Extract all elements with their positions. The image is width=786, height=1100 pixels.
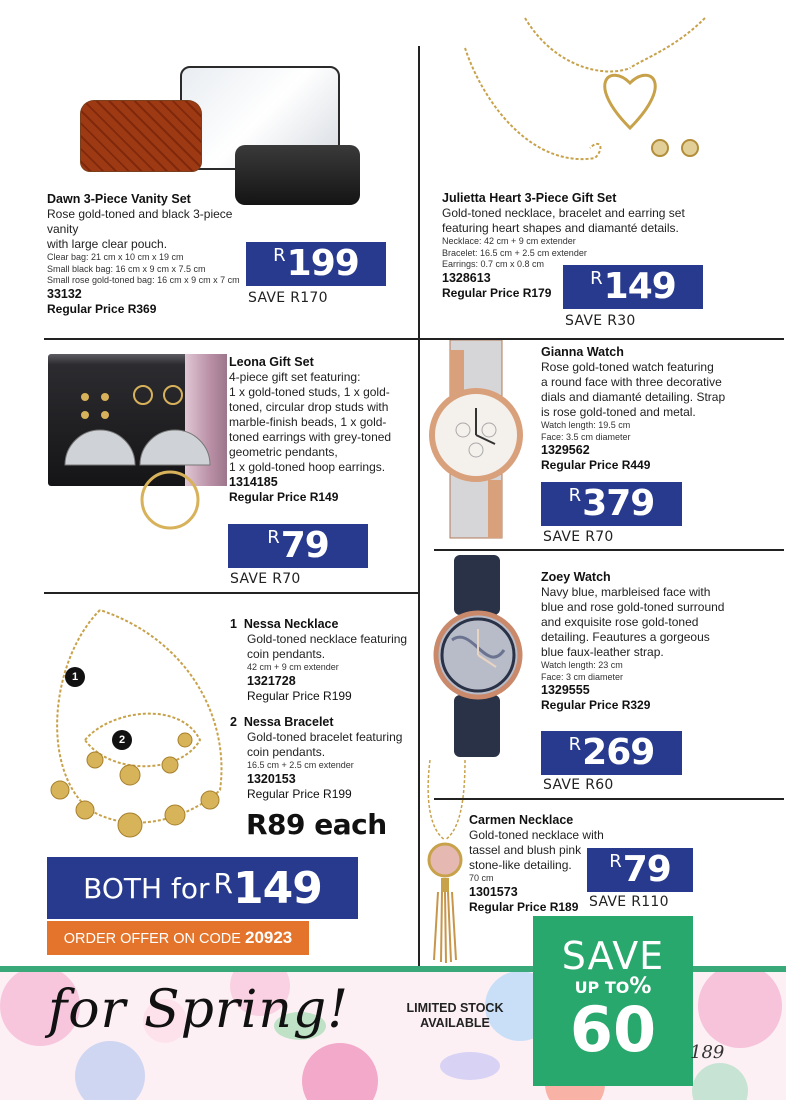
- julietta-dim1: Necklace: 42 cm + 9 cm extender: [442, 236, 576, 246]
- carmen-chain: [428, 760, 465, 840]
- gianna-dim1: Watch length: 19.5 cm: [541, 420, 631, 430]
- nessa-necklace-dim: 42 cm + 9 cm extender: [247, 662, 339, 672]
- dawn-code: 33132: [47, 286, 82, 301]
- marker-2: 2: [112, 730, 132, 750]
- both-offer-price: 149: [232, 862, 322, 914]
- zoey-price-tag: [541, 731, 682, 775]
- badge-save-text: SAVE: [561, 934, 665, 978]
- nessa-coin: [178, 733, 192, 747]
- dawn-text-block: [47, 192, 257, 317]
- nessa-bracelet-regular-price: Regular Price R199: [247, 786, 352, 801]
- dawn-price-tag: [246, 242, 386, 286]
- nessa-necklace-desc2: coin pendants.: [247, 647, 326, 661]
- zoey-dim2: Face: 3 cm diameter: [541, 671, 624, 682]
- spring-script-title: for Spring!: [48, 980, 350, 1040]
- julietta-desc-line1: Gold-toned necklace, bracelet and earring set: [442, 206, 685, 220]
- nessa-bracelet-code: 1320153: [247, 771, 296, 786]
- gianna-currency: R: [568, 485, 582, 506]
- leona-line5: toned earrings with grey-toned: [229, 430, 392, 444]
- nessa-necklace-block: [230, 617, 415, 704]
- gianna-watch-image: [425, 340, 535, 540]
- marker-1: 1: [65, 667, 85, 687]
- dawn-desc-line2: with large clear pouch.: [47, 237, 168, 251]
- zoey-dim1: Watch length: 23 cm: [541, 660, 623, 670]
- leona-text-block: [229, 355, 414, 505]
- nessa-jewellery-image: [40, 600, 230, 850]
- nessa-coin: [162, 757, 178, 773]
- gianna-price-tag: [541, 482, 682, 526]
- limited-line2: AVAILABLE: [420, 1016, 490, 1030]
- nessa-necklace-desc1: Gold-toned necklace featuring: [247, 632, 408, 646]
- zoey-name: Zoey Watch: [541, 570, 611, 584]
- nessa-coin: [76, 801, 94, 819]
- nessa-bracelet-name: Nessa Bracelet: [243, 715, 334, 729]
- nessa-each-price: R89 each: [246, 808, 387, 841]
- offer-code-value: 20923: [244, 928, 293, 947]
- nessa-coin: [51, 781, 69, 799]
- dawn-currency: R: [273, 245, 286, 266]
- nessa-necklace-name: Nessa Necklace: [243, 617, 339, 631]
- nessa-coin: [201, 791, 219, 809]
- julietta-currency: R: [590, 268, 603, 289]
- both-offer-currency: R: [213, 867, 233, 900]
- carmen-price: 79: [622, 849, 671, 890]
- nessa-necklace-heading: [230, 617, 415, 632]
- julietta-name: Julietta Heart 3-Piece Gift Set: [442, 191, 617, 205]
- zoey-currency: R: [568, 734, 582, 755]
- leona-hoop-small-1: [134, 386, 152, 404]
- gianna-line3: dials and diamanté detailing. Strap: [541, 390, 726, 404]
- dawn-save: SAVE R170: [248, 290, 328, 306]
- leona-price: 79: [280, 525, 329, 566]
- divider-right-row2: [434, 549, 784, 551]
- dawn-dim3: Small rose gold-toned bag: 16 cm x 9 cm x 7 cm: [47, 275, 240, 285]
- gianna-save: SAVE R70: [543, 529, 614, 545]
- leona-drop-stud-2: [101, 411, 109, 419]
- leona-pendant-1: [65, 430, 135, 465]
- carmen-dim: 70 cm: [469, 873, 494, 883]
- leona-regular-price: Regular Price R149: [229, 490, 339, 504]
- leona-code: 1314185: [229, 475, 278, 489]
- limited-stock-text: [395, 1001, 515, 1031]
- dawn-desc-line1: Rose gold-toned and black 3-piece vanity: [47, 207, 233, 236]
- zoey-line3: and exquisite rose gold-toned: [541, 615, 699, 629]
- offer-code-banner: [47, 921, 309, 955]
- zoey-save: SAVE R60: [543, 777, 614, 793]
- zoey-strap-bottom: [454, 695, 500, 757]
- gianna-line1: Rose gold-toned watch featuring: [541, 360, 714, 374]
- carmen-regular-price: Regular Price R189: [469, 899, 579, 914]
- julietta-dim2: Bracelet: 16.5 cm + 2.5 cm extender: [442, 247, 587, 258]
- leona-price-tag: [228, 524, 368, 568]
- julietta-price: 149: [603, 266, 676, 307]
- divider-right-row3: [434, 798, 784, 800]
- carmen-save: SAVE R110: [589, 894, 669, 910]
- badge-number: 60: [569, 993, 657, 1066]
- gianna-text-block: [541, 345, 781, 473]
- nessa-necklace-regular-price: Regular Price R199: [247, 688, 352, 703]
- gianna-code: 1329562: [541, 443, 590, 457]
- julietta-bracelet: [465, 48, 600, 159]
- dawn-dim1: Clear bag: 21 cm x 10 cm x 19 cm: [47, 252, 184, 262]
- leona-line4: marble-finish beads, 1 x gold-: [229, 415, 387, 429]
- leona-line1: 4-piece gift set featuring:: [229, 370, 361, 384]
- zoey-line2: blue and rose gold-toned surround: [541, 600, 725, 614]
- zoey-code: 1329555: [541, 683, 590, 697]
- julietta-price-tag: [563, 265, 703, 309]
- julietta-jewellery-image: [445, 8, 715, 188]
- gianna-regular-price: Regular Price R449: [541, 458, 651, 472]
- nessa-bracelet-desc1: Gold-toned bracelet featuring: [247, 730, 403, 744]
- orange-bag-image: [80, 100, 202, 172]
- nessa-coin: [120, 765, 140, 785]
- carmen-pink-stone: [429, 844, 461, 876]
- julietta-stud-1: [652, 140, 668, 156]
- dawn-dim2: Small black bag: 16 cm x 9 cm x 7.5 cm: [47, 263, 206, 274]
- leona-currency: R: [267, 527, 280, 548]
- carmen-price-tag: [587, 848, 693, 892]
- dawn-name: Dawn 3-Piece Vanity Set: [47, 192, 191, 206]
- nessa-necklace-chain: [57, 610, 221, 823]
- divider-top-center: [418, 46, 420, 338]
- leona-line7: 1 x gold-toned hoop earrings.: [229, 460, 386, 474]
- zoey-line1: Navy blue, marbleised face with: [541, 585, 711, 599]
- dawn-price: 199: [286, 243, 359, 284]
- badge-upto-text: UP TO: [574, 978, 630, 997]
- leona-drop-stud-1: [81, 411, 89, 419]
- julietta-save: SAVE R30: [565, 313, 636, 329]
- julietta-regular-price: Regular Price R179: [442, 285, 552, 300]
- carmen-code: 1301573: [469, 884, 518, 899]
- zoey-text-block: [541, 570, 781, 713]
- nessa-bracelet-desc2: coin pendants.: [247, 745, 326, 759]
- nessa-bracelet-number: 2: [230, 715, 237, 729]
- leona-line3: toned, circular drop studs with: [229, 400, 389, 414]
- nessa-coin: [87, 752, 103, 768]
- gianna-line2: a round face with three decorative: [541, 375, 722, 389]
- zoey-watch-image: [432, 555, 532, 760]
- leona-line6: geometric pendants,: [229, 445, 338, 459]
- gianna-dim2: Face: 3.5 cm diameter: [541, 431, 631, 442]
- julietta-dim3: Earrings: 0.7 cm x 0.8 cm: [442, 259, 545, 269]
- leona-hoop-small-2: [164, 386, 182, 404]
- badge-percent: %: [629, 974, 652, 999]
- julietta-heart-pendant: [605, 75, 655, 128]
- nessa-coin: [165, 805, 185, 825]
- leona-pendant-2: [140, 430, 210, 465]
- nessa-bracelet-block: [230, 715, 415, 802]
- both-offer-banner: [47, 857, 358, 919]
- carmen-line1: Gold-toned necklace with: [469, 828, 604, 842]
- both-offer-text: BOTH for: [83, 871, 210, 905]
- zoey-line5: blue faux-leather strap.: [541, 645, 664, 659]
- leona-name: Leona Gift Set: [229, 355, 314, 369]
- limited-line1: LIMITED STOCK: [406, 1001, 504, 1015]
- leona-big-hoop: [142, 472, 198, 528]
- nessa-bracelet-dim: 16.5 cm + 2.5 cm extender: [247, 760, 354, 770]
- carmen-line3: stone-like detailing.: [469, 858, 572, 872]
- gianna-price: 379: [582, 483, 655, 524]
- leona-earrings-image: [55, 375, 225, 535]
- zoey-line4: detailing. Feautures a gorgeous: [541, 630, 710, 644]
- leona-save: SAVE R70: [230, 571, 301, 587]
- page-number: 189: [690, 1042, 725, 1063]
- dawn-regular-price: Regular Price R369: [47, 301, 157, 316]
- offer-code-text: ORDER OFFER ON CODE: [63, 931, 241, 947]
- julietta-code: 1328613: [442, 270, 491, 285]
- carmen-currency: R: [609, 851, 622, 872]
- carmen-necklace-image: [420, 760, 470, 965]
- carmen-line2: tassel and blush pink: [469, 843, 582, 857]
- leona-line2: 1 x gold-toned studs, 1 x gold-: [229, 385, 390, 399]
- gianna-name: Gianna Watch: [541, 345, 624, 359]
- leona-stud-2: [101, 393, 109, 401]
- julietta-desc-line2: featuring heart shapes and diamanté details.: [442, 221, 679, 235]
- zoey-strap-top: [454, 555, 500, 615]
- divider-left-row2: [44, 592, 418, 594]
- nessa-coin: [118, 813, 142, 837]
- nessa-necklace-code: 1321728: [247, 673, 296, 688]
- divider-row1: [44, 338, 784, 340]
- save-up-to-badge: [533, 916, 693, 1086]
- julietta-stud-2: [682, 140, 698, 156]
- carmen-name: Carmen Necklace: [469, 813, 574, 827]
- zoey-price: 269: [582, 732, 655, 773]
- nessa-necklace-number: 1: [230, 617, 237, 631]
- julietta-necklace-chain: [525, 18, 705, 71]
- nessa-bracelet-heading: [230, 715, 415, 730]
- carmen-cap: [441, 878, 449, 892]
- leona-stud-1: [81, 393, 89, 401]
- carmen-tassel: [434, 892, 456, 963]
- zoey-regular-price: Regular Price R329: [541, 698, 651, 712]
- gianna-line4: is rose gold-toned and metal.: [541, 405, 696, 419]
